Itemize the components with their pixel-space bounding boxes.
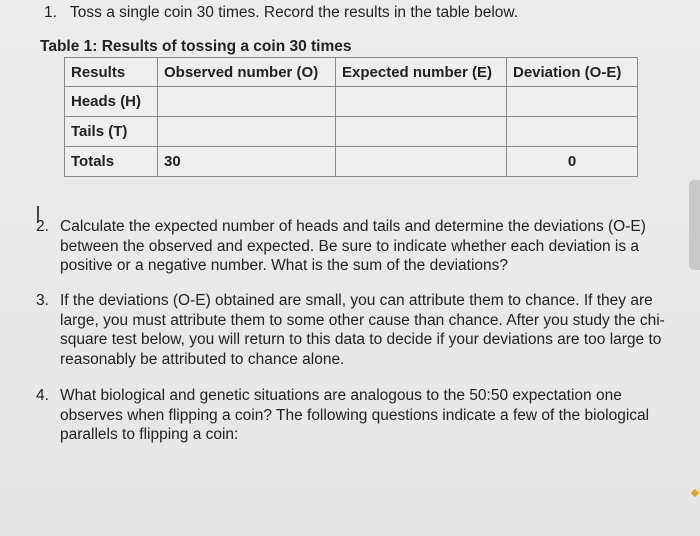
row-label: Tails (T): [65, 117, 158, 147]
row-label: Totals: [65, 147, 158, 177]
question-3: [36, 291, 676, 369]
header-deviation: Deviation (O-E): [507, 58, 638, 87]
results-table: [64, 57, 638, 177]
deviation-cell[interactable]: [507, 117, 638, 147]
deviation-cell[interactable]: 0: [507, 147, 638, 177]
question-number: 2.: [36, 218, 49, 235]
observed-cell[interactable]: 30: [158, 147, 336, 177]
expected-cell[interactable]: [336, 117, 507, 147]
scroll-tab[interactable]: [689, 180, 700, 270]
deviation-cell[interactable]: [507, 87, 638, 117]
question-4: [36, 386, 676, 445]
question-text: What biological and genetic situations are analogous to the 50:50 expectation one observes when flipping a coin? The following questions indicate a few of the biological parallels to flipping a coin:: [60, 387, 650, 443]
question-text: Toss a single coin 30 times. Record the results in the table below.: [70, 4, 519, 21]
table-header-row: [65, 58, 638, 87]
table-row: [65, 87, 638, 117]
header-results: Results: [65, 58, 158, 87]
question-2: [36, 217, 676, 276]
table-caption: Table 1: Results of tossing a coin 30 times: [40, 38, 352, 55]
expected-cell[interactable]: [336, 147, 507, 177]
observed-cell[interactable]: [158, 87, 336, 117]
expected-cell[interactable]: [336, 87, 507, 117]
table-row: [65, 117, 638, 147]
table-row: [65, 147, 638, 177]
question-number: 4.: [36, 387, 49, 404]
row-label: Heads (H): [65, 87, 158, 117]
corner-marker-icon: [691, 489, 699, 497]
question-text: Calculate the expected number of heads and tails and determine the deviations (O-E) between the observed and expected. Be sure to indicate whether each deviation is a positive or a negative number. What is the sum of the deviations?: [60, 218, 646, 274]
question-number: 1.: [44, 4, 57, 21]
observed-cell[interactable]: [158, 117, 336, 147]
question-1: [44, 4, 518, 22]
question-number: 3.: [36, 292, 49, 309]
header-observed: Observed number (O): [158, 58, 336, 87]
header-expected: Expected number (E): [336, 58, 507, 87]
question-text: If the deviations (O-E) obtained are small, you can attribute them to chance. If they are large, you must attribute them to some other cause than chance. After you study the chi-square test below, you will return to this data to decide if your deviations are too large to reasonably be attributed to chance alone.: [60, 292, 665, 368]
